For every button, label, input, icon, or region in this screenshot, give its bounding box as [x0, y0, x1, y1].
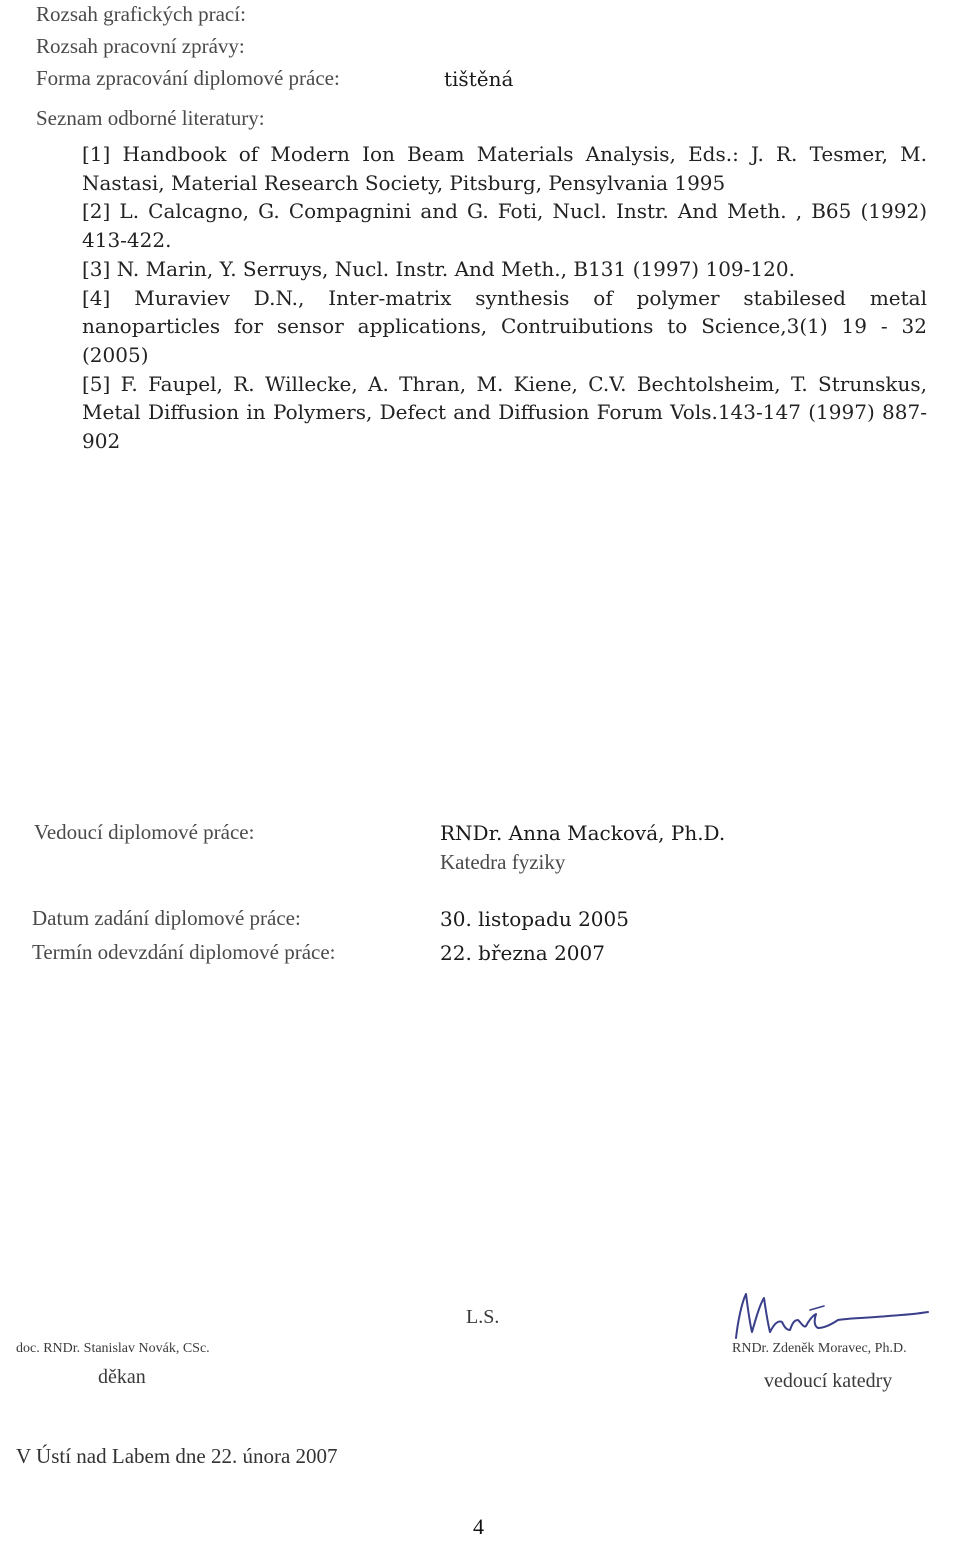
graphics-scope-label: Rozsah grafických prací: [36, 2, 246, 26]
handwritten-signature [728, 1280, 933, 1346]
reference-item: [3] N. Marin, Y. Serruys, Nucl. Instr. And Meth., B131 (1997) 109-120. [82, 256, 795, 281]
assigned-date-label: Datum zadání diplomové práce: [32, 906, 301, 930]
reference-list [82, 140, 927, 456]
form-label: Forma zpracování diplomové práce: [36, 66, 340, 90]
department-head-name: RNDr. Zdeněk Moravec, Ph.D. [732, 1341, 907, 1356]
supervisor-name: RNDr. Anna Macková, Ph.D. [440, 821, 726, 845]
department-head-role: vedoucí katedry [764, 1370, 893, 1392]
literature-label: Seznam odborné literatury: [36, 106, 265, 130]
supervisor-department: Katedra fyziky [440, 850, 566, 874]
place-date: V Ústí nad Labem dne 22. února 2007 [16, 1444, 338, 1468]
dean-role: děkan [98, 1366, 146, 1388]
reference-item: [4] Muraviev D.N., Inter-matrix synthesis of polymer stabilesed metal nanoparticles for sensor applications, Contruibutions to Science,3(1) 19 - 32 (2005) [82, 285, 927, 367]
seal-mark: L.S. [466, 1306, 500, 1328]
reference-item: [2] L. Calcagno, G. Compagnini and G. Foti, Nucl. Instr. And Meth. , B65 (1992) 413-422. [82, 199, 927, 253]
report-scope-label: Rozsah pracovní zprávy: [36, 34, 245, 58]
reference-item: [1] Handbook of Modern Ion Beam Materials Analysis, Eds.: J. R. Tesmer, M. Nastasi, Material Research Society, Pitsburg, Pensylvania 1995 [82, 142, 927, 195]
dean-name: doc. RNDr. Stanislav Novák, CSc. [16, 1341, 210, 1356]
assigned-date-value: 30. listopadu 2005 [440, 907, 629, 931]
supervisor-label: Vedoucí diplomové práce: [34, 820, 255, 844]
page-number: 4 [473, 1514, 484, 1539]
reference-item: [5] F. Faupel, R. Willecke, A. Thran, M. Kiene, C.V. Bechtolsheim, T. Strunskus, Metal Diffusion in Polymers, Defect and Diffusion Forum Vols.143-147 (1997) 887-902 [82, 371, 927, 454]
due-date-label: Termín odevzdání diplomové práce: [32, 940, 336, 964]
due-date-value: 22. března 2007 [440, 941, 605, 965]
form-value: tištěná [444, 67, 514, 91]
